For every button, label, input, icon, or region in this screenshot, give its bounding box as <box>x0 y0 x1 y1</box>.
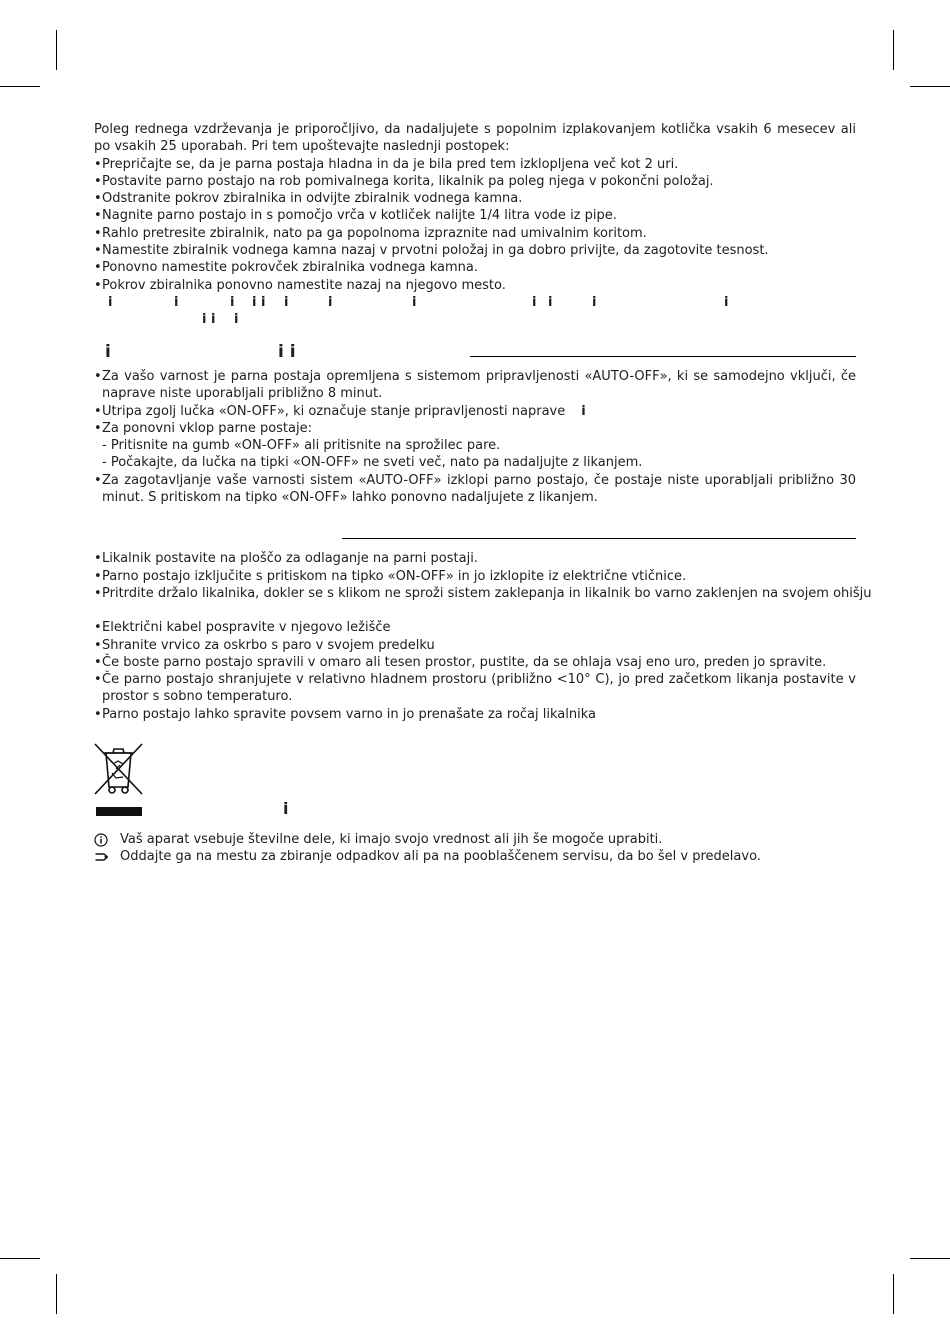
crop-mark <box>0 86 40 87</box>
partial-glyph-line <box>94 294 856 311</box>
crop-mark <box>0 1258 40 1259</box>
list-item: • Parno postajo izključite s pritiskom na tipko «ON-OFF» in jo izklopite iz električne vtičnice. <box>94 568 856 585</box>
auto-off-list <box>94 368 856 437</box>
crop-mark <box>910 1258 950 1259</box>
glyph: i <box>592 294 597 310</box>
list-item: • Parno postajo lahko spravite povsem varno in jo prenašate za ročaj likalnika <box>94 706 856 723</box>
glyph: i <box>108 294 113 310</box>
list-item: • Likalnik postavite na ploščo za odlaganje na parni postaji. <box>94 550 856 567</box>
weee-label-row <box>94 799 856 829</box>
glyph: i i <box>202 311 216 327</box>
list-item: • Za ponovni vklop parne postaje: <box>94 420 856 437</box>
note-text: Oddajte ga na mestu za zbiranje odpadkov ali pa na pooblaščenem servisu, da bo šel v predelavo. <box>120 849 761 865</box>
list-item: • Pokrov zbiralnika ponovno namestite nazaj na njegovo mesto. <box>94 277 856 294</box>
sub-list-item <box>94 437 856 454</box>
auto-off-sub-list <box>94 437 856 472</box>
list-item: • Prepričajte se, da je parna postaja hladna in da je bila pred tem izklopljena več kot 2 uri. <box>94 156 856 173</box>
arrow-icon <box>94 850 108 864</box>
list-item: • Če parno postajo shranjujete v relativno hladnem prostoru (približno <10° C), jo pred začetkom likanja postavite v prostor s sobno temperaturo. <box>94 671 856 706</box>
list-item <box>94 403 856 420</box>
glyph: i <box>284 294 289 310</box>
glyph: i <box>548 294 553 310</box>
heading-rule <box>342 538 856 539</box>
heading-rule <box>470 356 856 357</box>
intro-paragraph: Poleg rednega vzdrževanja je priporočljivo, da nadaljujete s popolnim izplakovanjem kotlička vsakih 6 mesecev ali po vsakih 25 uporabah. Pri tem upoštevajte naslednji postopek: <box>94 122 856 155</box>
black-bar <box>96 807 142 816</box>
environment-note <box>94 831 856 848</box>
list-item: • Če boste parno postajo spravili v omaro ali tesen prostor, pustite, da se ohlaja vsaj eno uro, preden jo spravite. <box>94 654 856 671</box>
partial-glyph-line <box>94 311 856 328</box>
auto-off-list-end <box>94 472 856 507</box>
glyph: i <box>283 799 289 819</box>
glyph: i i <box>252 294 266 310</box>
list-item: • Postavite parno postajo na rob pomivalnega korita, likalnik pa poleg njega v pokončni položaj. <box>94 173 856 190</box>
environment-note <box>94 848 856 865</box>
storage-list-a <box>94 550 872 602</box>
weee-symbol <box>94 741 856 799</box>
crop-mark <box>893 30 894 70</box>
list-item-text: Utripa zgolj lučka «ON-OFF», ki označuje stanje pripravljenosti naprave <box>102 403 566 419</box>
glyph: i <box>234 311 239 327</box>
glyph: i <box>174 294 179 310</box>
glyph: i <box>581 403 586 419</box>
list-item: • Pritrdite držalo likalnika, dokler se s klikom ne sproži sistem zaklepanja in likalnik bo varno zaklenjen na svojem ohišju <box>94 585 856 602</box>
list-item: • Za zagotavljanje vaše varnosti sistem «AUTO-OFF» izklopi parno postajo, če postaje niste uporabljali približno 30 minut. S pritiskom na tipko «ON-OFF» lahko ponovno nadaljujete z likanjem. <box>94 472 856 507</box>
list-item: • Namestite zbiralnik vodnega kamna nazaj v prvotni položaj in ga dobro privijte, da zagotovite tesnost. <box>94 242 856 259</box>
list-item: • Odstranite pokrov zbiralnika in odvijte zbiralnik vodnega kamna. <box>94 190 856 207</box>
section-heading-auto-off <box>94 342 856 368</box>
info-icon <box>94 833 108 847</box>
list-item: • Za vašo varnost je parna postaja opremljena s sistemom pripravljenosti «AUTO-OFF», ki se samodejno vključi, če naprave niste uporabljali približno 8 minut. <box>94 368 856 403</box>
list-item: • Rahlo pretresite zbiralnik, nato pa ga popolnoma izpraznite nad umivalnim koritom. <box>94 225 856 242</box>
glyph: i <box>230 294 235 310</box>
crop-mark <box>893 1274 894 1314</box>
glyph: i <box>412 294 417 310</box>
crop-mark <box>56 1274 57 1314</box>
crop-mark <box>910 86 950 87</box>
section-heading-storage <box>94 524 856 550</box>
environment-notes <box>94 831 856 866</box>
sub-list-item <box>94 454 856 471</box>
list-item: • Nagnite parno postajo in s pomočjo vrča v kotliček nalijte 1/4 litra vode iz pipe. <box>94 207 856 224</box>
glyph: i <box>532 294 537 310</box>
list-item: • Električni kabel pospravite v njegovo ležišče <box>94 619 856 636</box>
glyph: i <box>724 294 729 310</box>
crop-mark <box>56 30 57 70</box>
heading-glyph: i <box>105 341 111 362</box>
sub-list-item-text: Pritisnite na gumb «ON-OFF» ali pritisnite na sprožilec pare. <box>110 438 501 454</box>
note-text: Vaš aparat vsebuje številne dele, ki imajo svojo vrednost ali jih še mogoče uprabiti. <box>120 832 663 848</box>
list-item: • Shranite vrvico za oskrbo s paro v svojem predelku <box>94 637 856 654</box>
storage-list-b <box>94 619 856 723</box>
descaling-steps <box>94 156 856 294</box>
page-content <box>94 121 872 866</box>
sub-list-item-text: Počakajte, da lučka na tipki «ON-OFF» ne sveti več, nato pa nadaljujte z likanjem. <box>110 455 643 471</box>
list-item: • Ponovno namestite pokrovček zbiralnika vodnega kamna. <box>94 259 856 276</box>
heading-glyph: i i <box>278 341 296 362</box>
glyph: i <box>328 294 333 310</box>
